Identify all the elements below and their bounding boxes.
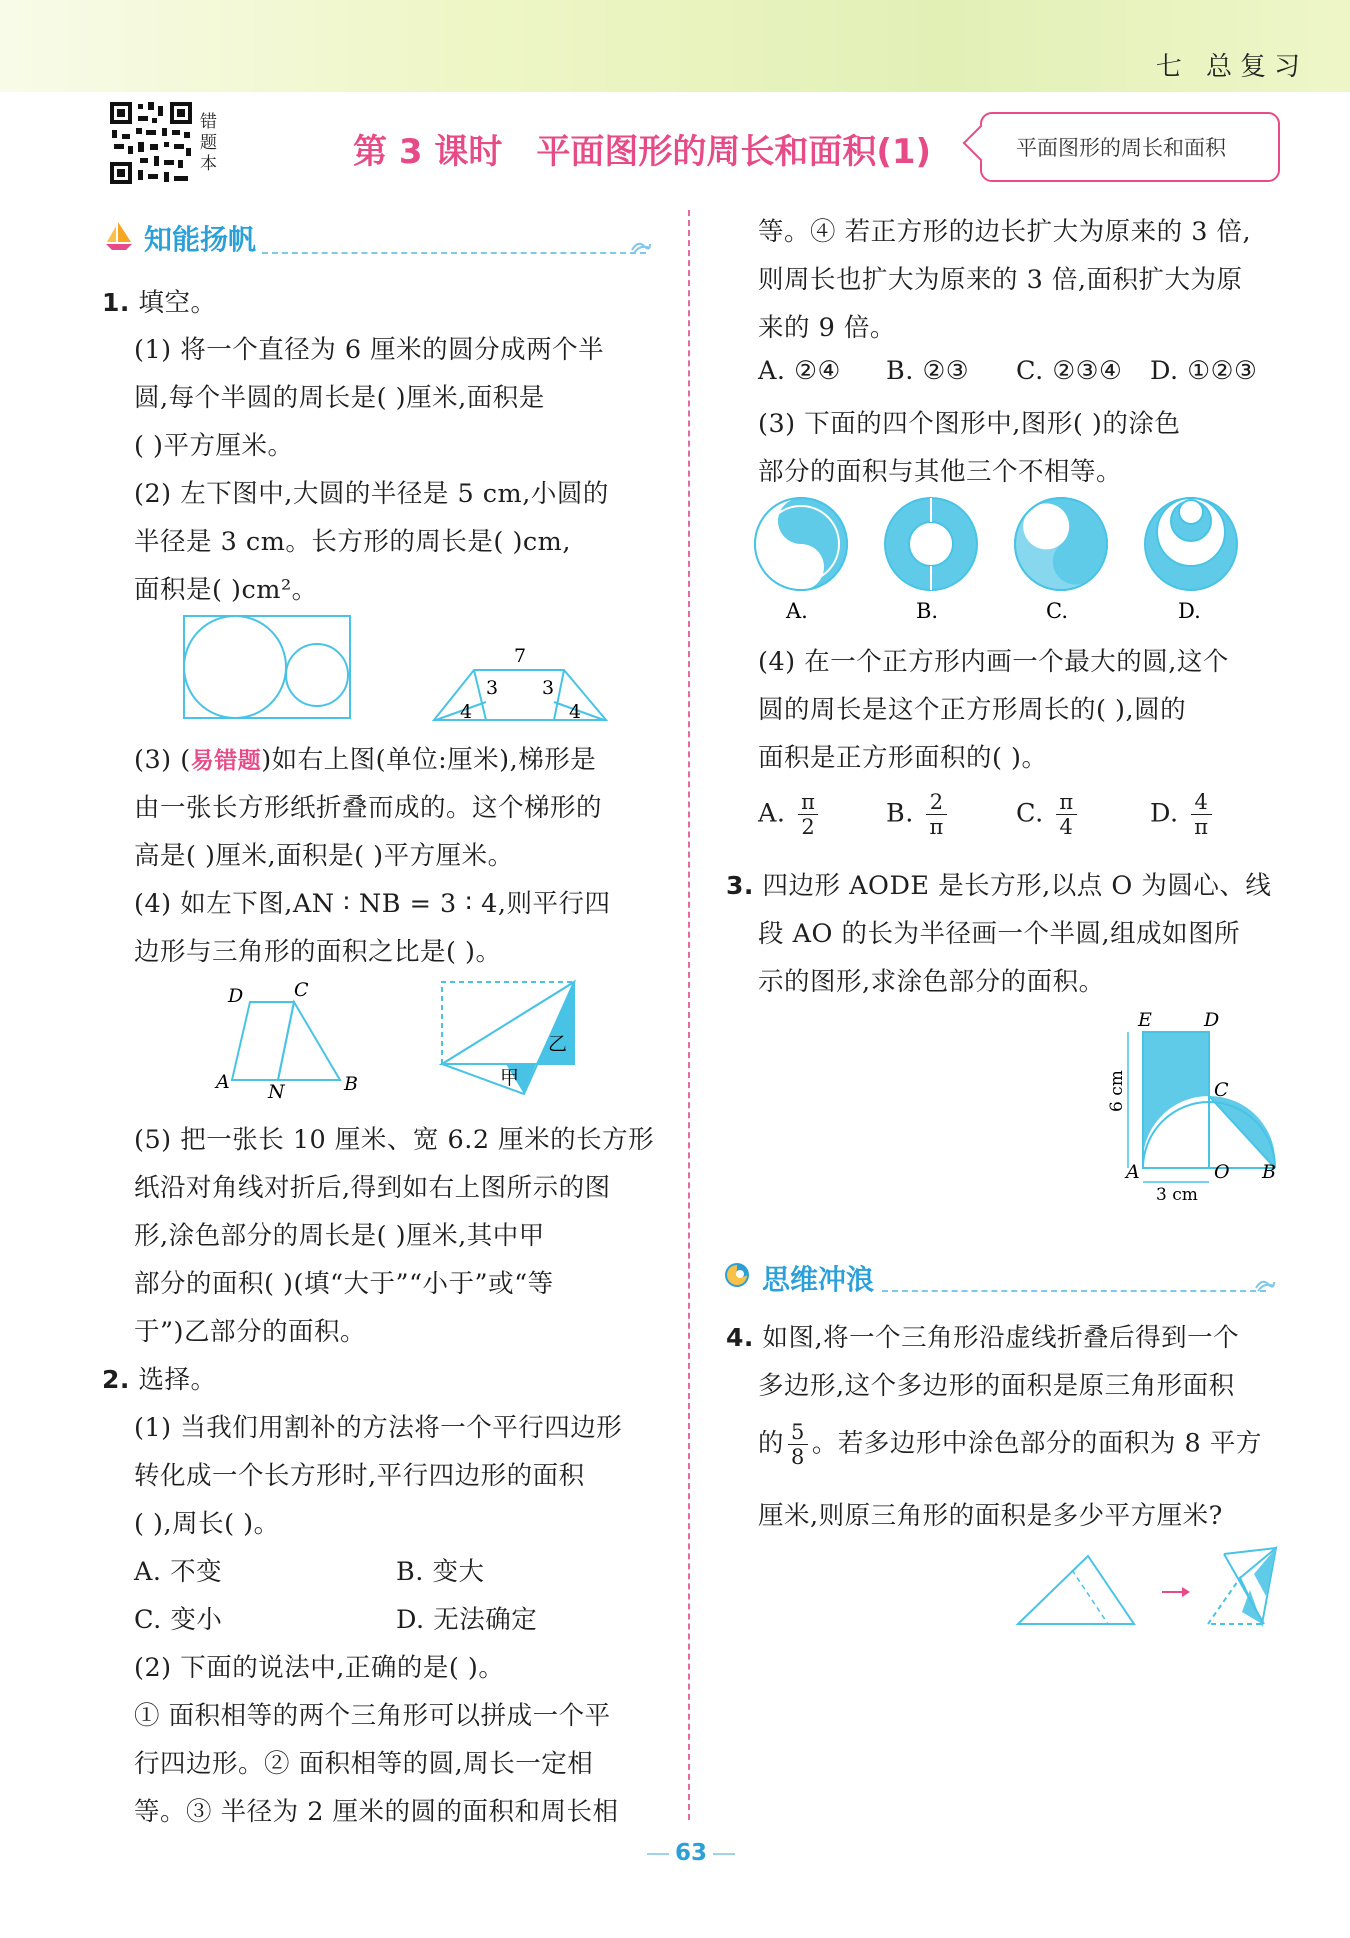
q2-2-line2: ① 面积相等的两个三角形可以拼成一个平 bbox=[134, 1701, 611, 1731]
q2-2-cont-line3: 来的 9 倍。 bbox=[758, 313, 896, 343]
q2-2-line4: 等。③ 半径为 2 厘米的圆的面积和周长相 bbox=[134, 1797, 619, 1827]
circle-label-d: D. bbox=[1178, 599, 1201, 623]
q3-label-D: D bbox=[1204, 1009, 1220, 1031]
q2-4-option-d-fraction bbox=[1191, 790, 1211, 839]
q1-3-prefix: (3) ( bbox=[134, 745, 191, 775]
q1-1-line2: 圆,每个半圆的周长是( )厘米,面积是 bbox=[134, 383, 545, 413]
q4-frac-denominator: 8 bbox=[791, 1445, 805, 1469]
circle-label-a: A. bbox=[786, 599, 808, 623]
q3-label-E: E bbox=[1138, 1009, 1152, 1031]
frac-a-numerator: π bbox=[798, 790, 818, 815]
page-number bbox=[636, 1840, 746, 1866]
page-number-value: 63 bbox=[674, 1840, 707, 1866]
q1-3-line1 bbox=[134, 740, 596, 776]
q1-3-line2: 由一张长方形纸折叠而成的。这个梯形的 bbox=[134, 793, 603, 823]
figure-q4-folded-triangle bbox=[1014, 1540, 1284, 1630]
q2-2-cont-line2: 则周长也扩大为原来的 3 倍,面积扩大为原 bbox=[758, 265, 1243, 295]
q3-label-A: A bbox=[1126, 1161, 1140, 1183]
swirl-icon bbox=[722, 1260, 752, 1290]
q4-text-1: 如图,将一个三角形沿虚线折叠后得到一个 bbox=[762, 1323, 1240, 1353]
column-divider bbox=[688, 210, 690, 1820]
q4-text-3: 。若多边形中涂色部分的面积为 8 平方 bbox=[811, 1428, 1262, 1459]
q2-1-option-b: B. 变大 bbox=[396, 1557, 485, 1587]
par-label-D: D bbox=[228, 985, 244, 1007]
fold-label-jia: 甲 bbox=[500, 1067, 520, 1089]
q2-4-option-d-letter: D. bbox=[1150, 798, 1179, 829]
q1-5-line4: 部分的面积( )(填“大于”“小于”或“等 bbox=[134, 1269, 554, 1299]
q2-1-line1: (1) 当我们用割补的方法将一个平行四边形 bbox=[134, 1413, 623, 1443]
q4-frac-numerator: 5 bbox=[788, 1420, 808, 1445]
q2-4-line2: 圆的周长是这个正方形周长的( ),圆的 bbox=[758, 695, 1187, 725]
q2-1-option-a: A. 不变 bbox=[134, 1557, 223, 1587]
q3-label-O: O bbox=[1214, 1161, 1230, 1183]
figure-q3-rectangle-semicircle bbox=[1107, 1004, 1290, 1205]
section-rule-1 bbox=[262, 252, 646, 254]
lesson-number: 第 3 课时 bbox=[353, 132, 503, 172]
par-label-B: B bbox=[344, 1073, 358, 1095]
q1-5-line1: (5) 把一张长 10 厘米、宽 6.2 厘米的长方形 bbox=[134, 1125, 655, 1155]
q2-4-option-c-letter: C. bbox=[1016, 798, 1044, 829]
trap-label-top: 7 bbox=[514, 645, 527, 667]
q1-2-line1: (2) 左下图中,大圆的半径是 5 cm,小圆的 bbox=[134, 479, 609, 509]
sail-icon bbox=[104, 220, 134, 252]
q3-line2: 段 AO 的长为半径画一个半圆,组成如图所 bbox=[758, 919, 1241, 949]
q2-2-option-d: D. ①②③ bbox=[1150, 356, 1258, 386]
topic-tag-label: 平面图形的周长和面积 bbox=[1016, 136, 1226, 160]
q3-label-3cm: 3 cm bbox=[1156, 1185, 1198, 1205]
q4-number: 4. bbox=[726, 1323, 754, 1352]
wave-icon-2 bbox=[1254, 1276, 1276, 1292]
q3-label-6cm: 6 cm bbox=[1107, 1070, 1127, 1112]
q2-4-line1: (4) 在一个正方形内画一个最大的圆,这个 bbox=[758, 647, 1229, 677]
circle-label-c: C. bbox=[1046, 599, 1068, 623]
trap-label-right-3: 3 bbox=[542, 677, 555, 699]
q1-4-line1: (4) 如左下图,AN ∶ NB = 3 ∶ 4,则平行四 bbox=[134, 889, 611, 919]
q2-2-option-a: A. ②④ bbox=[758, 356, 841, 386]
frac-d-denominator: π bbox=[1194, 815, 1209, 839]
q2-4-option-a-letter: A. bbox=[758, 798, 786, 829]
q2-4-line3: 面积是正方形面积的( )。 bbox=[758, 743, 1048, 773]
q2-4-option-a-fraction bbox=[798, 790, 818, 839]
q1-5-line5: 于”)乙部分的面积。 bbox=[134, 1317, 366, 1347]
topic-tag bbox=[980, 112, 1280, 182]
q2-3-line1: (3) 下面的四个图形中,图形( )的涂色 bbox=[758, 409, 1181, 439]
q1-4-line2: 边形与三角形的面积之比是( )。 bbox=[134, 937, 502, 967]
q4-fraction bbox=[788, 1420, 808, 1469]
figure-parallelogram-triangle bbox=[210, 978, 370, 1103]
q1-number: 1. bbox=[102, 288, 130, 317]
q2-4-option-c bbox=[1016, 790, 1081, 839]
q2-4-option-b-fraction bbox=[926, 790, 946, 839]
circle-figure-b bbox=[885, 498, 977, 590]
q2-3-line2: 部分的面积与其他三个不相等。 bbox=[758, 457, 1123, 487]
q1-heading bbox=[102, 283, 217, 319]
figure-four-circles bbox=[746, 494, 1266, 626]
q4-line2: 多边形,这个多边形的面积是原三角形面积 bbox=[758, 1371, 1235, 1401]
figure-folded-rectangle bbox=[436, 976, 586, 1100]
q3-line1 bbox=[726, 866, 1271, 902]
q3-text-1: 四边形 AODE 是长方形,以点 O 为圆心、线 bbox=[762, 871, 1272, 901]
trap-label-left-3: 3 bbox=[486, 677, 499, 699]
circle-figure-c bbox=[996, 479, 1126, 609]
chapter-label: 七 总复习 bbox=[1155, 52, 1308, 82]
par-label-A: A bbox=[216, 1071, 230, 1093]
section-title-2: 思维冲浪 bbox=[762, 1263, 875, 1296]
section-title-1: 知能扬帆 bbox=[144, 223, 257, 256]
q2-2-option-c: C. ②③④ bbox=[1016, 356, 1123, 386]
q4-line3 bbox=[758, 1420, 1262, 1469]
error-prone-tag: 易错题 bbox=[190, 748, 262, 774]
q2-4-option-b bbox=[886, 790, 951, 839]
q2-heading bbox=[102, 1360, 217, 1396]
q2-4-option-a bbox=[758, 790, 822, 839]
qr-code[interactable] bbox=[108, 100, 194, 186]
section-rule-2 bbox=[882, 1290, 1266, 1292]
circle-figure-d bbox=[1145, 498, 1237, 590]
q1-1-line3: ( )平方厘米。 bbox=[134, 431, 294, 461]
q4-line4: 厘米,则原三角形的面积是多少平方厘米? bbox=[758, 1501, 1223, 1531]
circle-label-b: B. bbox=[916, 599, 939, 623]
q2-4-option-c-fraction bbox=[1056, 790, 1076, 839]
q2-2-line3: 行四边形。② 面积相等的圆,周长一定相 bbox=[134, 1749, 594, 1779]
q3-number: 3. bbox=[726, 871, 754, 900]
q2-2-option-b: B. ②③ bbox=[886, 356, 970, 386]
q2-4-option-b-letter: B. bbox=[886, 798, 914, 829]
q2-1-line2: 转化成一个长方形时,平行四边形的面积 bbox=[134, 1461, 585, 1491]
q1-5-line3: 形,涂色部分的周长是( )厘米,其中甲 bbox=[134, 1221, 545, 1251]
lesson-title bbox=[353, 124, 931, 173]
par-label-N: N bbox=[268, 1081, 285, 1103]
q2-1-option-d: D. 无法确定 bbox=[396, 1605, 538, 1635]
qr-label: 错题本 bbox=[200, 112, 217, 174]
lesson-name: 平面图形的周长和面积(1) bbox=[536, 132, 932, 172]
header-banner bbox=[0, 0, 1350, 92]
q2-1-option-c: C. 变小 bbox=[134, 1605, 223, 1635]
par-label-C: C bbox=[294, 979, 309, 1001]
q3-line3: 示的图形,求涂色部分的面积。 bbox=[758, 967, 1105, 997]
q1-3-line3: 高是( )厘米,面积是( )平方厘米。 bbox=[134, 841, 514, 871]
frac-b-denominator: π bbox=[929, 815, 944, 839]
q4-line1 bbox=[726, 1318, 1239, 1354]
q2-text: 选择。 bbox=[138, 1365, 217, 1395]
q2-2-line1: (2) 下面的说法中,正确的是( )。 bbox=[134, 1653, 505, 1683]
wave-icon bbox=[630, 238, 652, 254]
frac-c-numerator: π bbox=[1056, 790, 1076, 815]
q2-2-cont-line1: 等。④ 若正方形的边长扩大为原来的 3 倍, bbox=[758, 217, 1252, 247]
fold-label-yi: 乙 bbox=[548, 1033, 568, 1055]
trap-label-right-4: 4 bbox=[569, 701, 582, 723]
trap-label-left-4: 4 bbox=[460, 701, 473, 723]
frac-b-numerator: 2 bbox=[926, 790, 946, 815]
q1-2-line3: 面积是( )cm²。 bbox=[134, 575, 318, 605]
frac-d-numerator: 4 bbox=[1191, 790, 1211, 815]
frac-a-denominator: 2 bbox=[801, 815, 816, 839]
figure-folded-trapezoid bbox=[430, 644, 610, 728]
q2-1-line3: ( ),周长( )。 bbox=[134, 1509, 280, 1539]
q2-number: 2. bbox=[102, 1365, 130, 1394]
q1-3-rest: )如右上图(单位:厘米),梯形是 bbox=[261, 745, 597, 775]
q1-5-line2: 纸沿对角线对折后,得到如右上图所示的图 bbox=[134, 1173, 611, 1203]
q1-1-line1: (1) 将一个直径为 6 厘米的圆分成两个半 bbox=[134, 335, 605, 365]
figure-circles-in-rectangle bbox=[180, 612, 355, 724]
frac-c-denominator: 4 bbox=[1059, 815, 1074, 839]
q1-2-line2: 半径是 3 cm。长方形的周长是( )cm, bbox=[134, 527, 571, 557]
q2-4-option-d bbox=[1150, 790, 1216, 839]
q1-text: 填空。 bbox=[138, 288, 217, 318]
q3-label-B: B bbox=[1262, 1161, 1276, 1183]
circle-figure-a bbox=[755, 498, 847, 590]
q4-de: 的 bbox=[758, 1428, 785, 1459]
q3-label-C: C bbox=[1214, 1079, 1229, 1101]
